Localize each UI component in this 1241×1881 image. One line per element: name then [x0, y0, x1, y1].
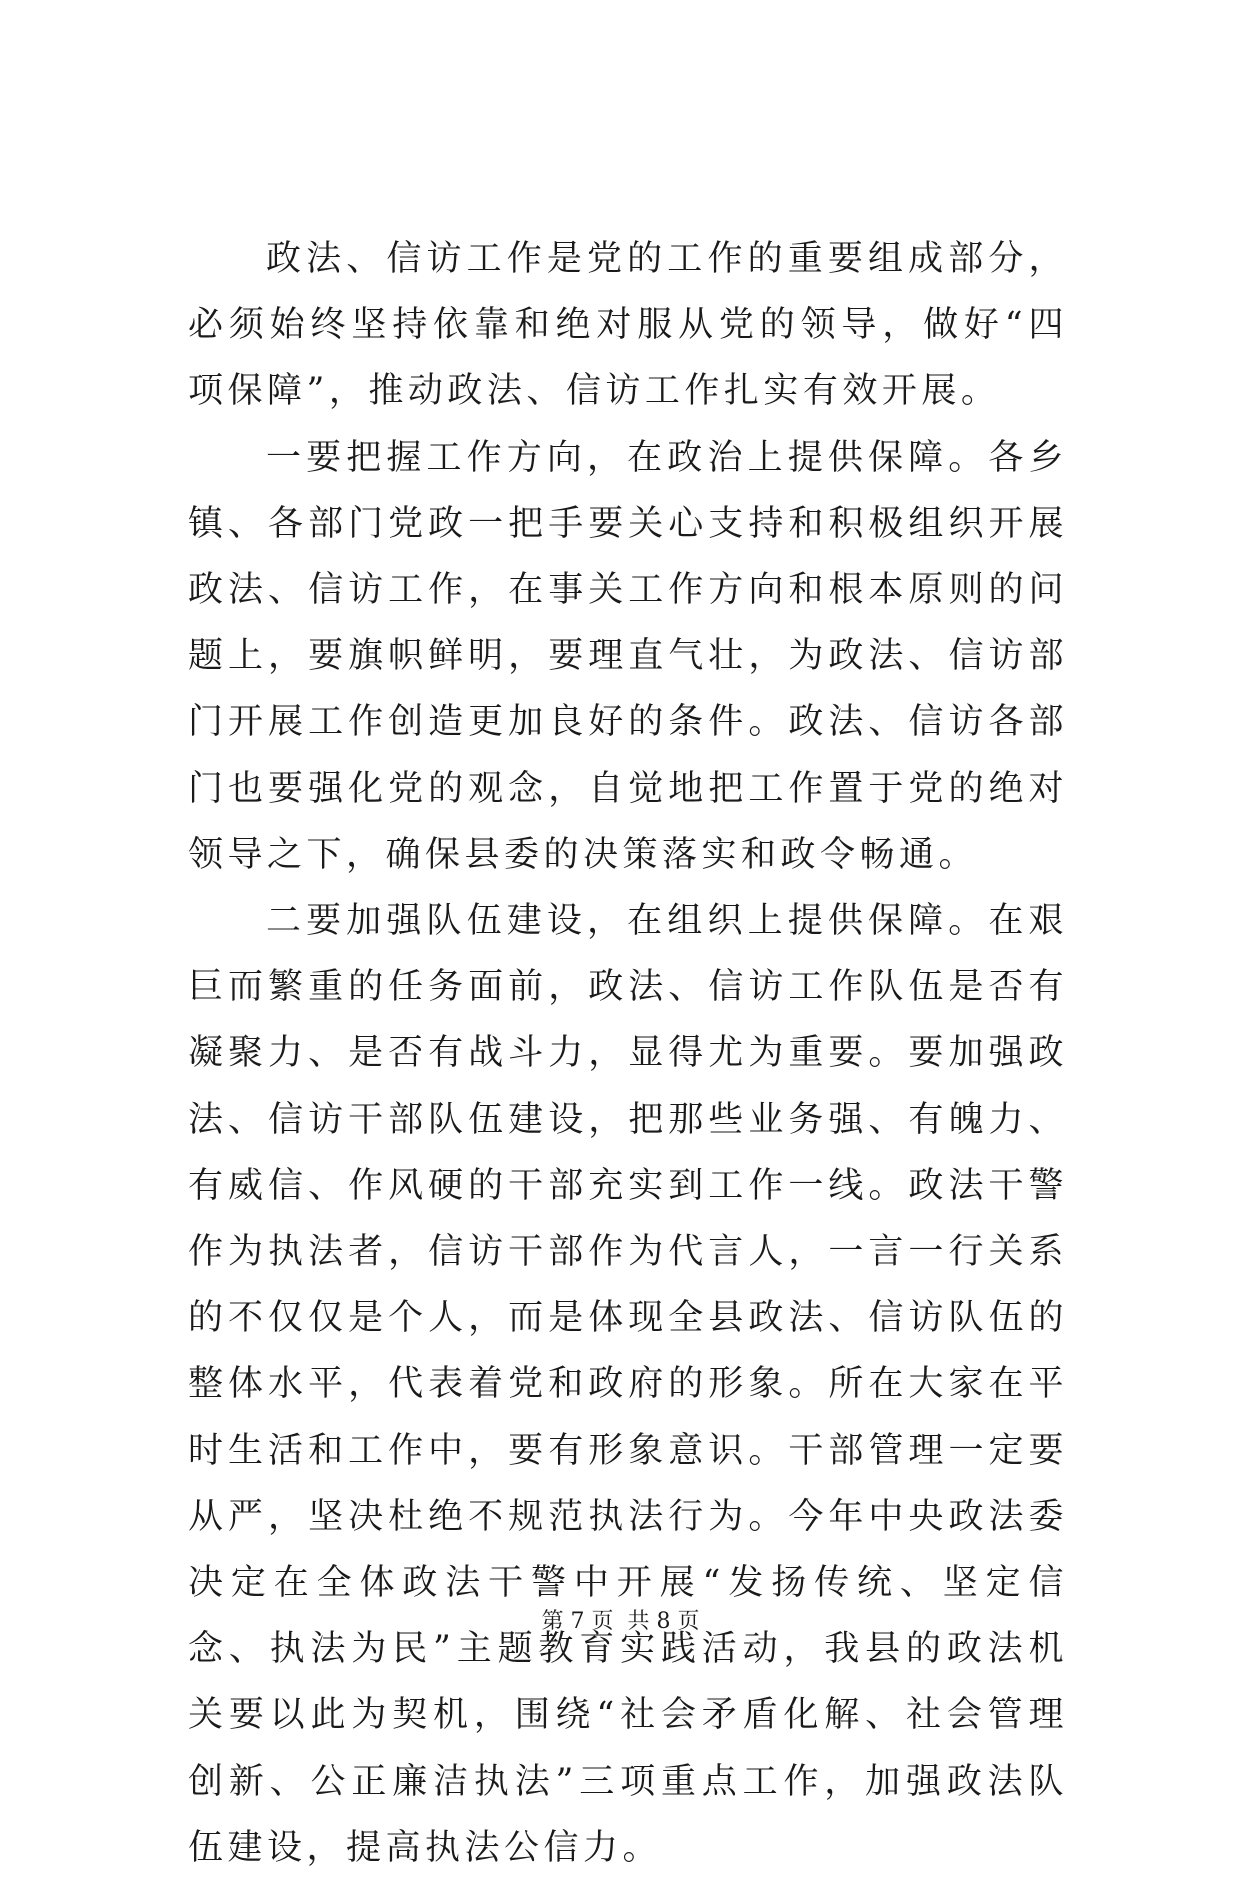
paragraph-intro: 政法、信访工作是党的工作的重要组成部分，必须始终坚持依靠和绝对服从党的领导，做好“四项保障”，推动政法、信访工作扎实有效开展。: [188, 239, 1068, 412]
paragraph-team-building: 二要加强队伍建设，在组织上提供保障。在艰巨而繁重的任务面前，政法、信访工作队伍是否有凝聚力、是否有战斗力，显得尤为重要。要加强政法、信访干部队伍建设，把那些业务强、有魄力、有威信、作风硬的干部充实到工作一线。政法干警作为执法者，信访干部作为代言人，一言一行关系的不仅仅是个人，而是体现全县政法、信访队伍的整体水平，代表着党和政府的形象。所在大家在平时生活和工作中，要有形象意识。干部管理一定要从严，坚决杜绝不规范执法行为。今年中央政法委决定在全体政法干警中开展“发扬传统、坚定信念、执法为民”主题教育实践活动，我县的政法机关要以此为契机，围绕“社会矛盾化解、社会管理创新、公正廉洁执法”三项重点工作，加强政法队伍建设，提高执法公信力。: [188, 901, 1068, 1868]
paragraph-political-guarantee: 一要把握工作方向，在政治上提供保障。各乡镇、各部门党政一把手要关心支持和积极组织开展政法、信访工作，在事关工作方向和根本原则的问题上，要旗帜鲜明，要理直气壮，为政法、信访部门开展工作创造更加良好的条件。政法、信访各部门也要强化党的观念，自觉地把工作置于党的绝对领导之下，确保县委的决策落实和政令畅通。: [188, 437, 1068, 875]
page-footer: [0, 1607, 1241, 1637]
page-number-label: 第 7 页 共 8 页: [541, 1609, 700, 1634]
